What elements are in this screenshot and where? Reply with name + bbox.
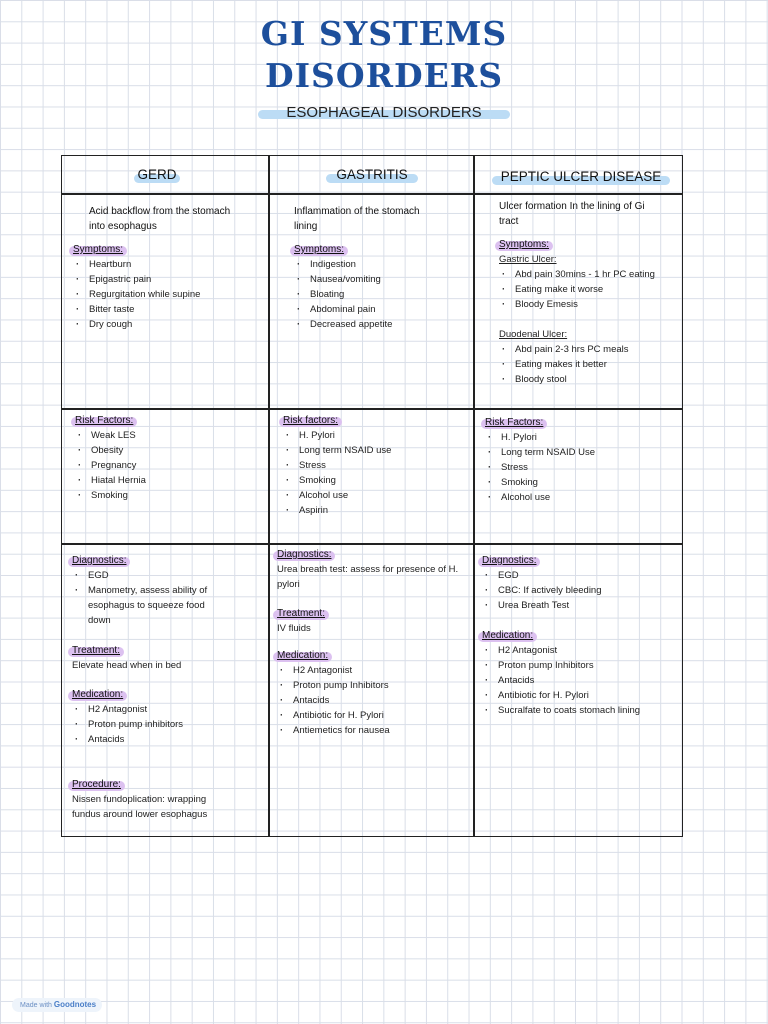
gastritis-diagnostics-text: Urea breath test: assess for presence of H. pylori [277,564,459,590]
list-item: · Abdominal pain [294,302,468,317]
pud-risk-label: Risk Factors: [485,417,544,428]
list-item: · H2 Antagonist [277,663,469,678]
list-item: · H. Pylori [485,430,675,445]
list-item: · Proton pump Inhibitors [482,658,677,673]
list-item: · Pregnancy [75,458,260,473]
gastritis-management-cell [277,547,469,738]
list-item: · Antacids [72,732,262,747]
pud-diagnostics-list [482,568,677,613]
gerd-description: Acid backflow from the stomach into esophagus [89,206,231,232]
pud-description: Ulcer formation In the lining of Gi tract [499,201,645,227]
list-item: · Bitter taste [73,302,263,317]
list-item: · Alcohol use [485,490,675,505]
list-item: · H2 Antagonist [72,702,262,717]
list-item: · Heartburn [73,257,263,272]
list-item: · Epigastric pain [73,272,263,287]
subtitle-text: ESOPHAGEAL DISORDERS [286,104,482,121]
pud-medication-label: Medication: [482,630,534,641]
list-item: · EGD [72,568,262,583]
list-item: · Abd pain 30mins - 1 hr PC eating [499,267,677,282]
gerd-treatment-label: Treatment: [72,645,120,656]
list-item: · Antacids [482,673,677,688]
gerd-diagnostics-label: Diagnostics: [72,555,127,566]
gerd-management-cell [72,553,262,822]
column-header-pud [492,168,670,186]
made-with-label: Made with [20,1002,52,1009]
list-item: · Stress [283,458,468,473]
list-item: · Decreased appetite [294,317,468,332]
gerd-risk-label: Risk Factors: [75,415,134,426]
list-item: · Proton pump Inhibitors [277,678,469,693]
list-item: · Bloating [294,287,468,302]
list-item: · Antiemetics for nausea [277,723,469,738]
pud-duodenal-ulcer-label: Duodenal Ulcer: [499,329,568,340]
list-item: · Nausea/vomiting [294,272,468,287]
gastritis-overview-cell [278,204,468,332]
gerd-treatment-text: Elevate head when in bed [72,660,182,671]
list-item: · Regurgitation while supine [73,287,263,302]
list-item: · Obesity [75,443,260,458]
column-header-gerd-label: GERD [137,167,177,182]
gastritis-medication-label: Medication: [277,650,329,661]
list-item: · Eating makes it better [499,357,677,372]
gastritis-medication-list [277,663,469,738]
list-item: · Long term NSAID Use [485,445,675,460]
list-item: · Stress [485,460,675,475]
list-item: · Smoking [283,473,468,488]
gastritis-description: Inflammation of the stomach lining [294,206,420,232]
made-with-goodnotes-badge[interactable] [12,998,102,1012]
gastritis-risk-cell [283,413,468,518]
page-title-line-1: GI SYSTEMS [260,14,508,53]
column-header-pud-label: PEPTIC ULCER DISEASE [500,169,662,184]
list-item: · Hiatal Hernia [75,473,260,488]
list-item: · Weak LES [75,428,260,443]
list-item: · Dry cough [73,317,263,332]
gerd-risk-list [75,428,260,503]
list-item: · Urea Breath Test [482,598,677,613]
list-item: · Antibiotic for H. Pylori [277,708,469,723]
list-item: · Abd pain 2-3 hrs PC meals [499,342,677,357]
gerd-procedure-text: Nissen fundoplication: wrapping fundus around lower esophagus [72,794,208,820]
gerd-medication-list [72,702,262,747]
column-header-gastritis [326,166,418,184]
column-divider-2 [473,155,475,837]
pud-gastric-ulcer-label: Gastric Ulcer: [499,254,557,265]
list-item: · H. Pylori [283,428,468,443]
row-divider-1 [61,408,683,410]
pud-overview-cell [499,199,677,387]
list-item: · Eating make it worse [499,282,677,297]
list-item: · Smoking [75,488,260,503]
list-item: · Sucralfate to coats stomach lining [482,703,677,718]
pud-risk-list [485,430,675,505]
goodnotes-logo-text: Goodnotes [53,1000,97,1009]
pud-management-cell [482,553,677,718]
column-header-gerd [134,166,180,184]
gastritis-diagnostics-label: Diagnostics: [277,549,332,560]
list-item: · Antibiotic for H. Pylori [482,688,677,703]
list-item: · CBC: If actively bleeding [482,583,677,598]
gerd-symptoms-list [73,257,263,332]
list-item: · Long term NSAID use [283,443,468,458]
gerd-diagnostics-list [72,568,262,628]
gerd-overview-cell [73,204,263,332]
list-item: · Alcohol use [283,488,468,503]
gastritis-symptoms-list [294,257,468,332]
pud-gastric-list [499,267,677,312]
list-item: · Bloody stool [499,372,677,387]
list-item: · Smoking [485,475,675,490]
row-divider-2 [61,543,683,545]
list-item: · Aspirin [283,503,468,518]
gastritis-symptoms-label: Symptoms: [294,244,345,255]
list-item: · Manometry, assess ability of esophagus to squeeze food down [72,583,228,628]
pud-duodenal-list [499,342,677,387]
gerd-medication-label: Medication: [72,689,124,700]
gerd-procedure-label: Procedure: [72,779,121,790]
gastritis-risk-list [283,428,468,518]
list-item: · EGD [482,568,677,583]
gastritis-treatment-label: Treatment: [277,608,325,619]
gastritis-treatment-text: IV fluids [277,623,311,634]
gerd-symptoms-label: Symptoms: [73,244,124,255]
header-row-divider [61,193,683,195]
page-title-line-2: DISORDERS [264,56,504,95]
column-divider-1 [268,155,270,837]
gerd-risk-cell [75,413,260,503]
list-item: · Proton pump inhibitors [72,717,262,732]
list-item: · Antacids [277,693,469,708]
list-item: · Indigestion [294,257,468,272]
gastritis-risk-label: Risk factors: [283,415,339,426]
pud-symptoms-label: Symptoms: [499,239,550,250]
list-item: · H2 Antagonist [482,643,677,658]
pud-medication-list [482,643,677,718]
section-subtitle [256,104,512,122]
pud-risk-cell [485,415,675,505]
list-item: · Bloody Emesis [499,297,677,312]
column-header-gastritis-label: GASTRITIS [336,167,408,182]
pud-diagnostics-label: Diagnostics: [482,555,537,566]
